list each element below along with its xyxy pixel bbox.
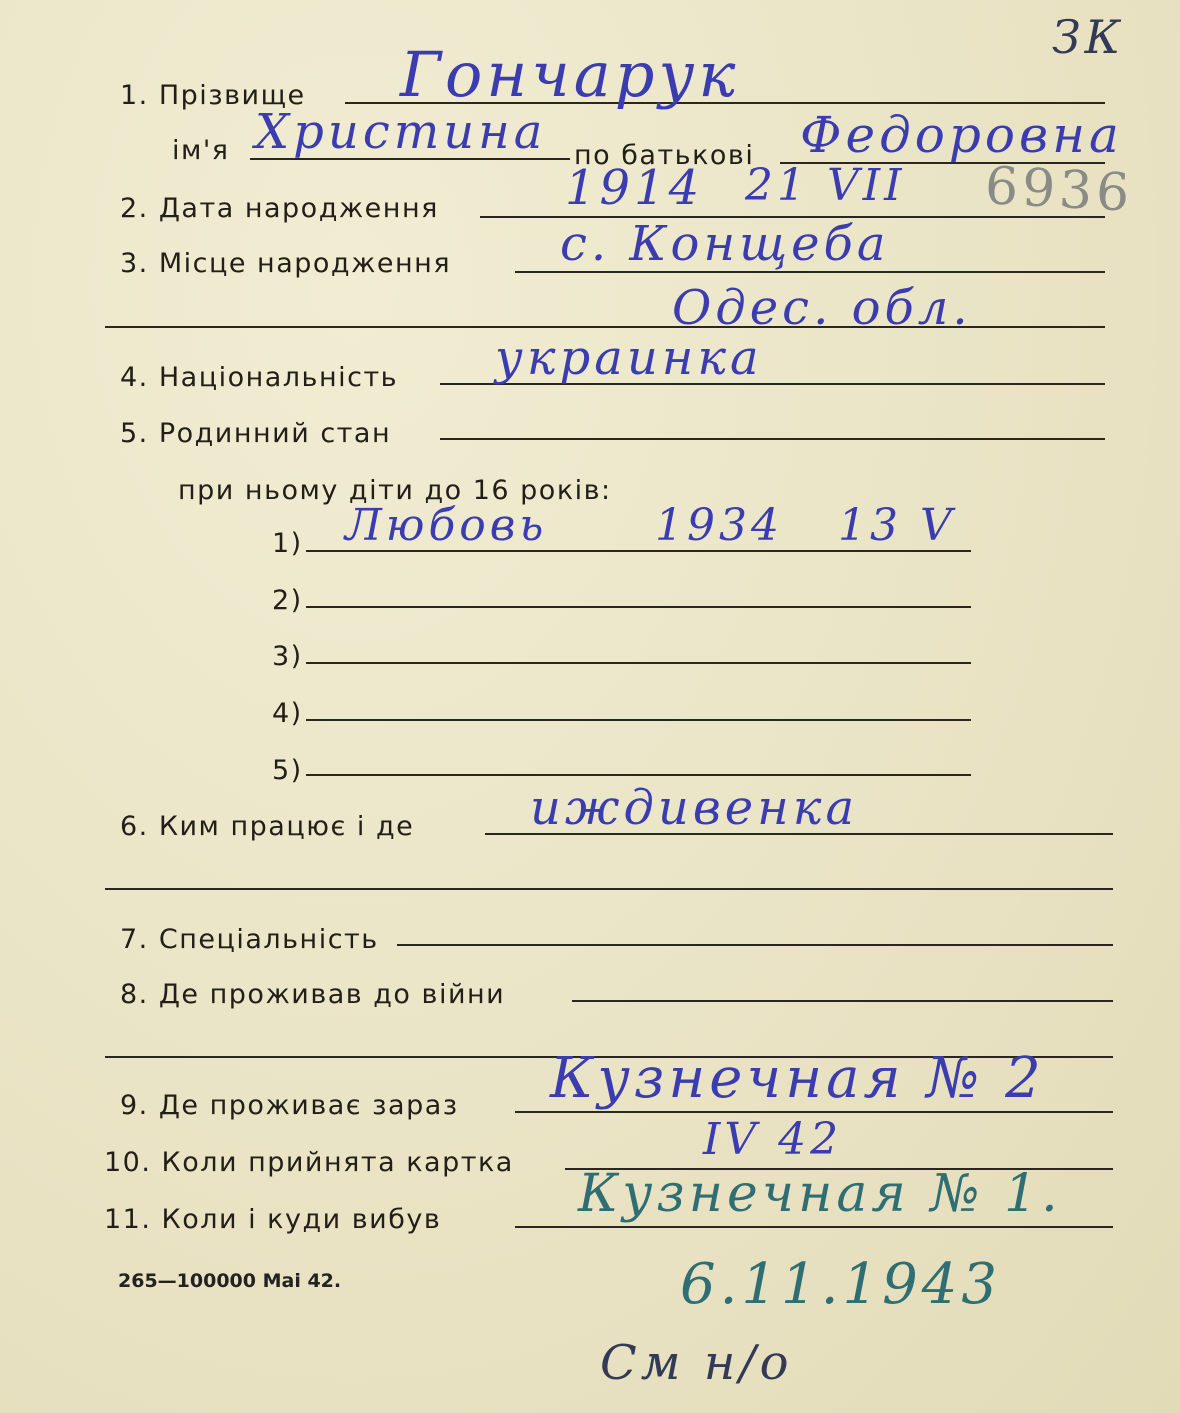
children-label: при ньому діти до 16 років: [178,475,612,506]
occupation-line-2 [105,888,1113,890]
print-info: 265—100000 Mai 42. [118,1270,342,1292]
occupation-label: 6. Ким працює і де [120,811,415,842]
child-5-label: 5) [272,755,303,786]
child-1-year: 1934 [655,500,783,551]
child-1-name: Любовь [345,500,548,551]
surname-label: 1. Прізвище [120,80,306,111]
child-3-line [306,662,971,664]
family-status-line [440,438,1105,440]
firstname-label: ім'я [172,135,230,166]
child-5-line [306,774,971,776]
prewar-address-line [572,1000,1113,1002]
card-accepted-label: 10. Коли прийнята картка [104,1147,514,1178]
patronymic-label: по батькові [574,140,755,171]
current-address-line [515,1111,1113,1113]
child-1-label: 1) [272,528,303,559]
surname-value: Гончарук [400,38,740,111]
child-3-label: 3) [272,641,303,672]
child-2-line [306,606,971,608]
corner-mark: ЗК [1052,10,1125,64]
departed-label: 11. Коли і куди вибув [104,1204,442,1235]
note-mark: См н/о [600,1335,793,1391]
nationality-label: 4. Національність [120,362,399,393]
specialty-line [397,944,1113,946]
departed-date: 6.11.1943 [680,1252,1002,1317]
nationality-value: украинка [495,330,763,386]
birthplace-value-1: с. Конщеба [560,216,890,272]
departed-line [515,1226,1113,1228]
birthplace-label: 3. Місце народження [120,248,452,279]
specialty-label: 7. Спеціальність [120,924,379,955]
patronymic-value: Федоровна [800,106,1123,164]
current-address-label: 9. Де проживає зараз [120,1090,459,1121]
child-4-label: 4) [272,698,303,729]
family-status-label: 5. Родинний стан [120,418,392,449]
child-1-day: 13 V [838,500,956,551]
prewar-address-label: 8. Де проживав до війни [120,979,506,1010]
child-2-label: 2) [272,585,303,616]
birthdate-label: 2. Дата народження [120,193,439,224]
child-4-line [306,719,971,721]
archive-number: 6936 [983,156,1135,224]
birth-day-value: 21 VII [745,160,906,211]
firstname-value: Христина [255,104,547,160]
card-accepted-value: IV 42 [703,1114,843,1165]
birthplace-value-2: Одес. обл. [672,280,972,336]
occupation-value: иждивенка [530,780,859,836]
departed-value: Кузнечная № 1. [578,1164,1062,1224]
birth-year-value: 1914 [565,160,704,216]
current-address-value: Кузнечная № 2 [550,1046,1045,1111]
